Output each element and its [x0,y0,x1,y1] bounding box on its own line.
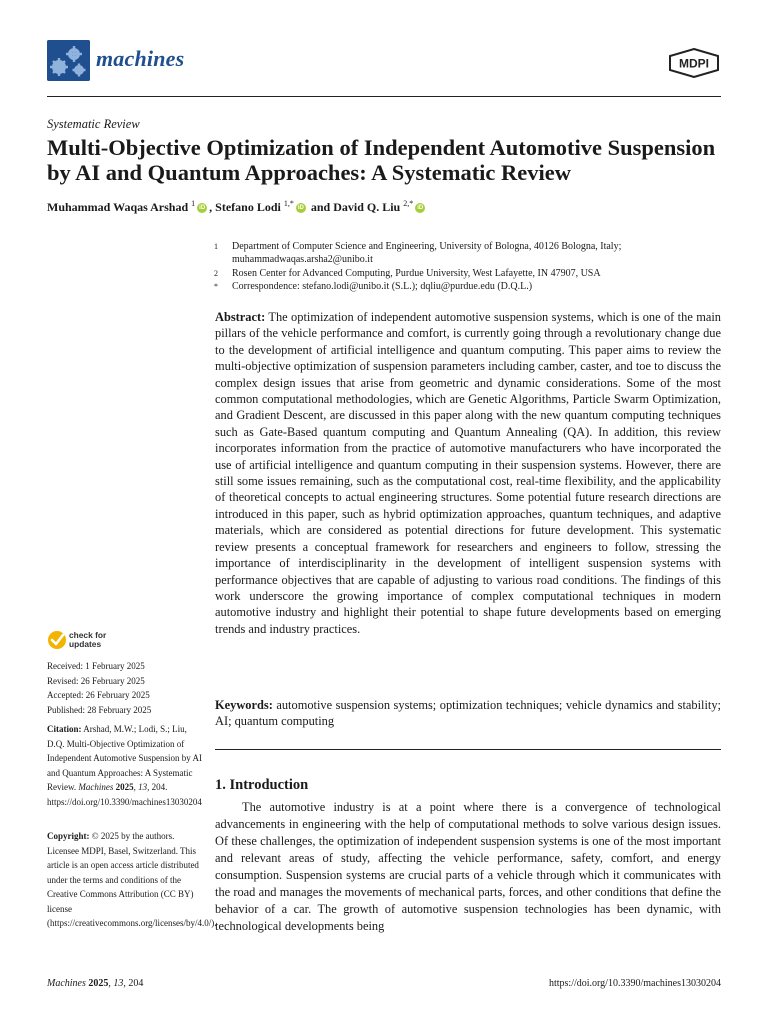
correspondence [214,280,714,293]
footer-citation [47,978,143,989]
published-date: Published: 28 February 2025 [47,704,152,715]
mdpi-logo [668,48,720,78]
header-rule [47,96,721,97]
citation-block [47,722,202,809]
affiliation-number: * [214,282,218,291]
author-separator: , [209,200,216,214]
copyright-block [47,829,217,931]
citation-year: 2025 [113,782,134,792]
affiliation-text: Department of Computer Science and Engineering, University of Bologna, 40126 Bologna, Italy; muhammadwaqas.arsha2@unibo.it [232,241,622,265]
orcid-icon[interactable]: iD [297,205,304,212]
citation-label: Citation: [47,724,82,734]
author-affiliation-ref: 1 [191,199,196,208]
abstract-label: Abstract: [215,310,266,324]
received-date: Received: 1 February 2025 [47,661,145,671]
check-for-updates-badge[interactable] [47,629,147,653]
footer-doi-link[interactable]: https://doi.org/10.3390/machines13030204 [548,978,721,989]
mdpi-text: MDPI [679,56,709,71]
abstract [215,309,721,637]
keywords-text: automotive suspension systems; optimization techniques; vehicle dynamics and stability; AI; quantum computing [215,698,721,729]
gears-icon [47,40,90,81]
orcid-icon[interactable]: iD [199,205,206,212]
abstract-text: The optimization of independent automotive suspension systems, which is one of the main pillars of the vehicle performance and comfort, is currently going through a revolutionary change due to the development of artificial intelligence and quantum computing. This paper aims to review the multi-objective optimization of suspension parameters including camber, caster, and toe to discuss the complex design issues that arise from geometric and dynamic considerations. Some of the most common computational methodologies, which are Genetic Algorithms, Particle Swarm Optimization, and Gradient Descent, are discussed in this paper along with the new quantum computing techniques such as Gate-Based quantum computing and Quantum Annealing (QA). In addition, this review incorporates information from the practice of automotive manufacturers who have incorporated the use of artificial intelligence and quantum computing in their suspension systems. However, there are still some issues remaining, such as the computational cost, real-time flexibility, and the applicability of theoretical concepts to actual engineering structures. Some potential future research directions are introduced in this paper, such as hybrid optimization approaches, quantum techniques, and adaptive materials, which are considered as potential directions for future development. This systematic review presents a conceptual framework for researchers and engineers to follow, stressing the importance of interdisciplinarity in the development of intelligent suspension systems with performance objectives that are capable of adjusting to various road conditions. The findings of this work underscore the growing importance of complex computational techniques in modern automotive industry and highlight their potential to shape future developments based on emerging trends and industry practices. [215,310,721,636]
footer-journal: Machines [47,978,86,989]
footer-year: 2025 [85,978,109,989]
section-heading: 1. Introduction [215,777,309,793]
article-title: Multi-Objective Optimization of Independent Automotive Suspension by AI and Quantum Approaches: A Systematic Review [47,135,716,185]
journal-name: machines [96,46,185,71]
revised-date: Revised: 26 February 2025 [47,675,145,686]
intro-paragraph: The automotive industry is at a point where there is a convergence of technological advancements in engineering with the help of computational methods to solve various design issues. Of these challenges, the optimization of independent suspension systems is one of the most important and relevant areas of study, affecting the vehicle performance, safety, comfort, and energy consumption. Suspension systems are crucial parts of a vehicle through which it communicates with the road and manages the movements of mechanical parts, forces, and other conditions that define the behavior of a car. The growth of automotive suspension technologies has been dynamic, with technological developments being [215,800,721,933]
author-name[interactable]: Muhammad Waqas Arshad [47,200,189,214]
copyright-text: © 2025 by the authors. Licensee MDPI, Basel, Switzerland. This article is an open access article distributed under the terms and conditions of the Creative Commons Attribution (CC BY) license (https://creativecommons.org/licenses/by/4.0/). [47,831,217,928]
check-updates-icon [47,629,67,651]
author-name[interactable]: Stefano Lodi [215,200,281,214]
copyright-label: Copyright: [47,831,90,841]
keywords-label: Keywords: [215,698,273,712]
author-name[interactable]: David Q. Liu [333,200,401,214]
author-affiliation-ref: 1,* [283,199,294,208]
affiliation-item [214,240,714,266]
check-line-1: check for [69,630,107,640]
accepted-date: Accepted: 26 February 2025 [47,690,150,700]
affiliation-item [214,267,714,280]
affiliation-text: Rosen Center for Advanced Computing, Purdue University, West Lafayette, IN 47907, USA [232,268,601,279]
article-type: Systematic Review [47,117,140,131]
author-separator: and [307,200,334,214]
correspondence-text: Correspondence: stefano.lodi@unibo.it (S.L.); dqliu@purdue.edu (D.Q.L.) [232,281,533,292]
footer-volume: , 13, [108,978,126,989]
citation-text: Arshad, M.W.; Lodi, S.; Liu, D.Q. Multi-Objective Optimization of Independent Automotive Suspension by AI and Quantum Approaches: A Systematic Review. [47,724,202,792]
keywords [215,697,721,730]
citation-journal: Machines [78,782,114,792]
publication-dates [47,659,202,717]
orcid-icon[interactable]: iD [417,205,424,212]
affiliation-number: 2 [214,269,218,278]
check-line-2: updates [69,639,102,649]
author-affiliation-ref: 2,* [403,199,414,208]
footer-page: 204 [125,978,144,989]
citation-volume: , 13, [133,782,150,792]
section-rule [215,749,721,750]
author-list [47,199,427,215]
affiliation-number: 1 [214,242,218,251]
journal-logo [47,40,90,81]
citation-doi[interactable]: 204. https://doi.org/10.3390/machines13030204 [47,782,202,807]
